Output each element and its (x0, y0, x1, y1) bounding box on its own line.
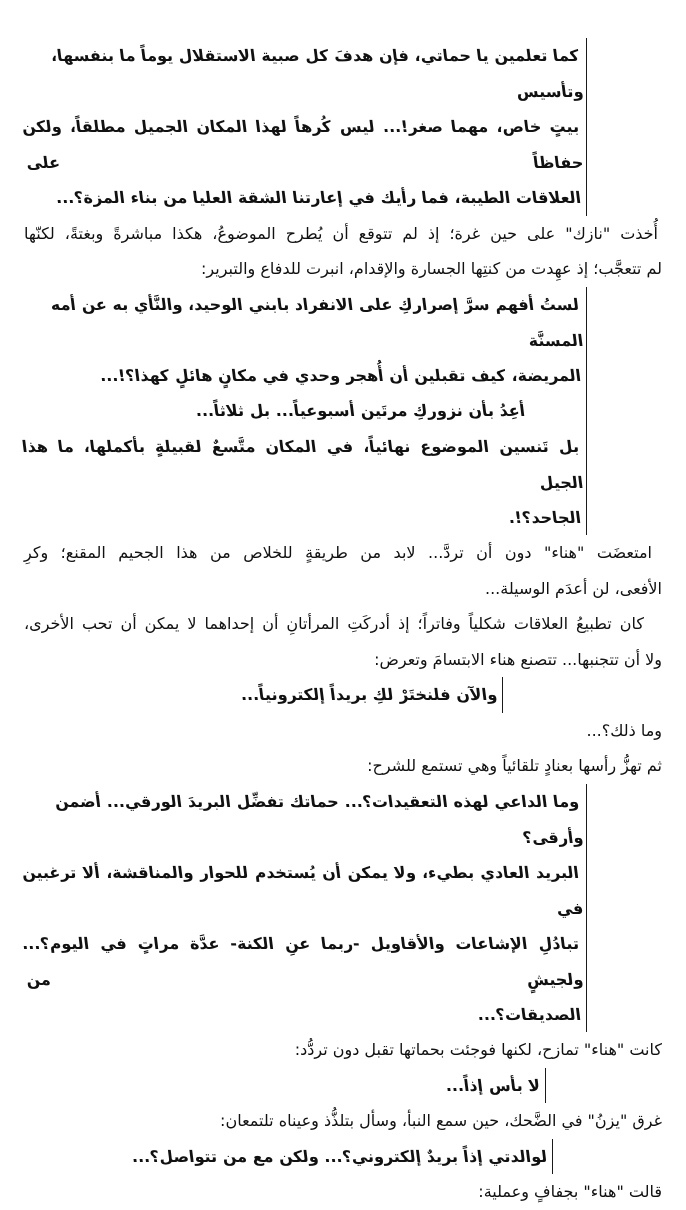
quote-block (24, 1068, 546, 1104)
quote-block (20, 38, 587, 216)
quote-block (24, 677, 503, 713)
quote-block (24, 1139, 553, 1175)
narration-paragraph (24, 1174, 662, 1210)
quote-line: بيتٍ خاص، مهما صغر!... ليس كُرهاً لهذا المكان الجميل مطلقاً، ولكن حفاظاً على (20, 117, 585, 172)
quote-line: أعِدُ بأن نزوركِ مرتَين أسبوعياً... بل ثلاثاً... (194, 401, 527, 420)
narration-line: كانت "هناء" تمازح، لكنها فوجئت بحماتها تقبل دون تردُّد: (294, 1040, 662, 1059)
narration-line: غرق "يزنُ" في الضَّحك، حين سمع النبأ، وسأل بتلذُّذ وعيناه تلتمعان: (220, 1111, 662, 1130)
narration-line: لم تتعجَّب؛ إذ عهِدت من كنتِها الجسارة والإقدام، انبرت للدفاع والتبرير: (201, 259, 662, 278)
quote-line: والآن فلنختَرْ لكِ بريداً إلكترونياً... (239, 685, 499, 704)
quote-line: المريضة، كيف تقبلين أن أُهجر وحدي في مكانٍ هائلٍ كهذا؟!... (98, 365, 583, 385)
narration-line: الأفعى، لن أعدَم الوسيلة... (485, 578, 662, 598)
narration-paragraph (24, 216, 662, 287)
quote-line: لستُ أفهم سرَّ إصراركِ على الانفراد بابني الوحيد، والنَّأي به عن أمه المسنَّة (49, 294, 585, 349)
quote-line: تبادُلِ الإشاعات والأقاويل -ربما عنِ الكنة- عدَّة مراتٍ في اليوم؟... ولجيشٍ من (20, 933, 585, 988)
quote-block (20, 784, 587, 1033)
quote-line: العلاقات الطيبة، فما رأيك في إعارتنا الشقة العليا من بناء المزة؟... (54, 188, 583, 207)
narration-line: أُخذت "نازك" على حين غرة؛ إذ لم تتوقع أن يُطرح الموضوعُ، هكذا مباشرةً وبغتةً، لكنّها (24, 223, 658, 243)
quote-line: لا بأس إذاً... (444, 1075, 542, 1095)
narration-line: كان تطبيعُ العلاقات شكلياً وفاتراً؛ إذ أدركَتِ المرأتانِ أن إحداهما لا يمكن أن تحب الأخرى، (24, 614, 644, 633)
quote-line: الجاحد؟!. (507, 507, 583, 527)
narration-paragraph (24, 606, 662, 677)
quote-line: كما تعلمين يا حماتي، فإن هدفَ كل صبية الاستقلال يوماً ما بنفسها، وتأسيس (49, 46, 585, 101)
quote-line: لوالدتي إذاً بريدٌ إلكتروني؟... ولكن مع من تتواصل؟... (130, 1146, 549, 1166)
quote-line: بل تَنسين الموضوع نهائياً، في المكان متَّسعٌ لقبيلةٍ بأكملها، ما هذا الجيل (20, 436, 585, 491)
quote-block (20, 287, 587, 536)
narration-line: وما ذلك؟... (586, 720, 662, 740)
narration-paragraph (24, 535, 662, 606)
quote-line: البريد العادي بطيء، ولا يمكن أن يُستخدم للحوار والمناقشة، ألا ترغبين في (20, 862, 585, 917)
narration-paragraph (24, 1103, 662, 1139)
quote-line: الصديقات؟... (476, 1004, 583, 1024)
narration-line: قالت "هناء" بجفافٍ وعملية: (478, 1182, 662, 1201)
narration-line: امتعضَت "هناء" دون أن تردَّ... لابد من طريقةٍ للخلاص من هذا الجحيم المقنع؛ وكرِ (24, 543, 652, 562)
narration-line: ولا أن تتجنبها... تتصنع هناء الابتسامَ وتعرض: (374, 649, 662, 669)
narration-paragraph (24, 713, 662, 784)
narration-paragraph (24, 1032, 662, 1068)
quote-line: وما الداعي لهذه التعقيدات؟... حماتك تفضِّل البريدَ الورقي... أضمن وأرقى؟ (53, 791, 585, 846)
narration-line: ثم تهزُّ رأسها بعنادٍ تلقائياً وهي تستمع للشرح: (367, 756, 662, 775)
